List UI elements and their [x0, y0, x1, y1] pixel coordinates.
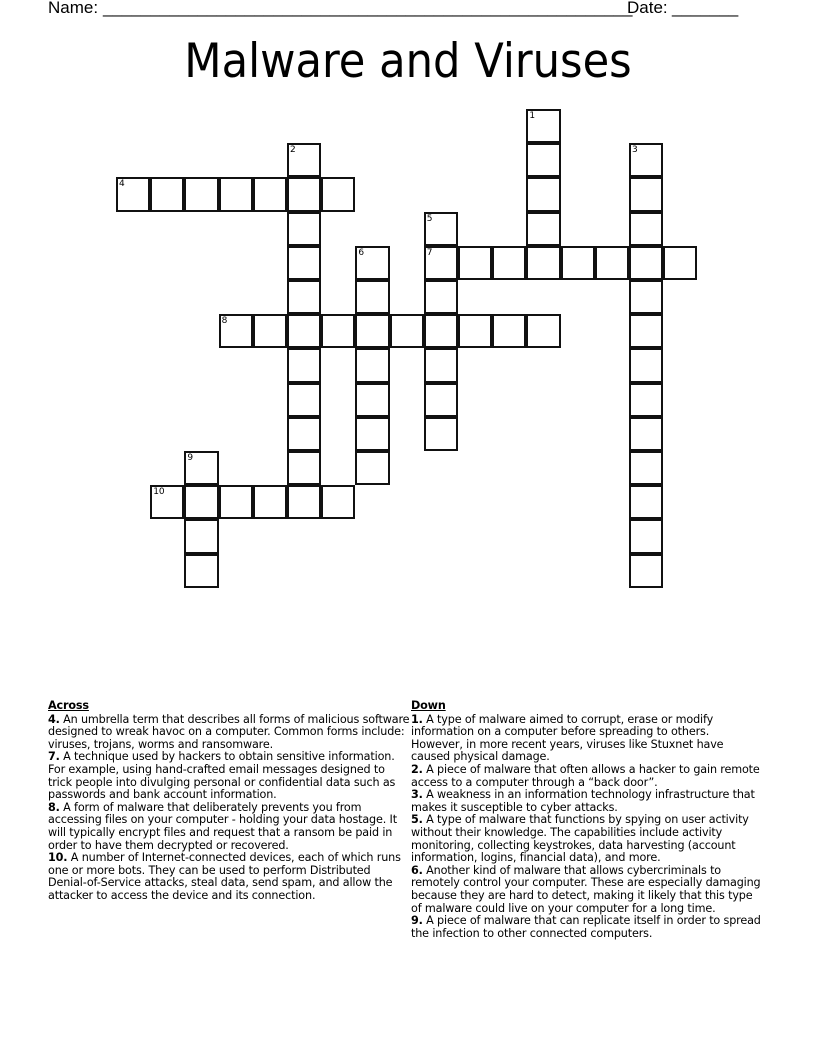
grid-cell[interactable] — [184, 485, 218, 519]
clue-number: 5. — [411, 813, 423, 827]
grid-cell[interactable] — [629, 451, 663, 485]
grid-cell[interactable] — [424, 348, 458, 382]
grid-cell[interactable] — [526, 314, 560, 348]
grid-cell[interactable] — [355, 383, 389, 417]
grid-cell[interactable] — [355, 280, 389, 314]
grid-cell[interactable] — [424, 280, 458, 314]
grid-cell[interactable] — [287, 451, 321, 485]
clue-down-5 — [411, 814, 761, 864]
clue-text: A form of malware that deliberately prevents you from accessing files on your computer - holding your data hostage. It will typically encrypt files and request that a ransom be paid in order to have them decrypted or recovered. — [48, 800, 397, 852]
clue-number: 2. — [411, 762, 423, 776]
grid-cell[interactable] — [287, 143, 321, 177]
grid-cell[interactable] — [321, 314, 355, 348]
grid-cell[interactable] — [458, 246, 492, 280]
grid-cell[interactable] — [355, 417, 389, 451]
clue-text: A number of Internet-connected devices, each of which runs one or more bots. They can be used to perform Distributed Denial-of-Service attacks, steal data, send spam, and allow the attacker to access the device and its connection. — [48, 851, 401, 902]
clue-number: 10. — [48, 851, 68, 865]
cell-number: 9 — [187, 453, 194, 463]
clue-down-3 — [411, 789, 761, 814]
cell-number: 3 — [632, 145, 638, 156]
grid-cell[interactable] — [526, 246, 560, 280]
clue-down-1 — [411, 714, 761, 764]
grid-cell[interactable] — [424, 417, 458, 451]
across-clues — [48, 700, 410, 903]
grid-cell[interactable] — [492, 314, 526, 348]
clue-text: A technique used by hackers to obtain sensitive information. For example, using hand-crafted email messages designed to trick people into divulging personal or confidential data such as passwords and bank account information. — [48, 750, 396, 802]
grid-cell[interactable] — [629, 348, 663, 382]
grid-cell[interactable] — [629, 246, 663, 280]
grid-cell[interactable] — [150, 485, 184, 519]
grid-cell[interactable] — [561, 246, 595, 280]
date-label: Date: — [627, 0, 668, 17]
grid-cell[interactable] — [287, 348, 321, 382]
name-field[interactable]: ________________________________________________________ — [103, 0, 633, 17]
grid-cell[interactable] — [424, 383, 458, 417]
grid-cell[interactable] — [526, 109, 560, 143]
grid-cell[interactable] — [321, 485, 355, 519]
grid-cell[interactable] — [287, 383, 321, 417]
grid-cell[interactable] — [287, 314, 321, 348]
cell-number: 10 — [153, 487, 165, 498]
clue-across-4 — [48, 714, 410, 752]
grid-cell[interactable] — [629, 314, 663, 348]
clue-text: A piece of malware that can replicate itself in order to spread the infection to other connected computers. — [411, 914, 761, 940]
grid-cell[interactable] — [424, 314, 458, 348]
clue-text: A weakness in an information technology infrastructure that makes it susceptible to cyber attacks. — [411, 788, 755, 814]
cell-number: 4 — [119, 179, 125, 190]
grid-cell[interactable] — [355, 314, 389, 348]
clue-number: 7. — [48, 750, 60, 764]
cell-number: 8 — [221, 316, 228, 327]
clue-text: A type of malware that functions by spying on user activity without their knowledge. The capabilities include activity monitoring, collecting keystrokes, data harvesting (account information, logins, financial data), and more. — [411, 813, 749, 865]
clue-number: 6. — [411, 863, 423, 877]
grid-cell[interactable] — [663, 246, 697, 280]
grid-cell[interactable] — [629, 383, 663, 417]
clue-text: An umbrella term that describes all forms of malicious software designed to wreak havoc on a computer. Common forms include: viruses, trojans, worms and ransomware. — [48, 712, 410, 751]
grid-cell[interactable] — [390, 314, 424, 348]
grid-cell[interactable] — [629, 177, 663, 211]
cell-number: 5 — [426, 213, 433, 224]
clue-across-10 — [48, 852, 410, 902]
name-label: Name: — [48, 0, 99, 17]
cell-number: 7 — [426, 247, 433, 258]
grid-cell[interactable] — [253, 314, 287, 348]
clue-text: A type of malware aimed to corrupt, erase or modify information on a computer before spreading to others. However, in more recent years, viruses like Stuxnet have caused physical damage. — [411, 712, 724, 764]
grid-cell[interactable] — [629, 485, 663, 519]
cell-number: 2 — [290, 145, 296, 156]
grid-cell[interactable] — [629, 519, 663, 553]
page-title: Malware and Viruses — [184, 34, 632, 89]
grid-cell[interactable] — [184, 177, 218, 211]
grid-cell[interactable] — [287, 246, 321, 280]
grid-cell[interactable] — [219, 485, 253, 519]
grid-cell[interactable] — [526, 177, 560, 211]
grid-cell[interactable] — [287, 417, 321, 451]
grid-cell[interactable] — [355, 451, 389, 485]
grid-cell[interactable] — [287, 485, 321, 519]
clue-down-2 — [411, 764, 761, 789]
grid-cell[interactable] — [184, 554, 218, 588]
grid-cell[interactable] — [287, 177, 321, 211]
clue-number: 9. — [411, 914, 423, 928]
grid-cell[interactable] — [526, 212, 560, 246]
clue-number: 1. — [411, 712, 423, 726]
across-heading: Across — [48, 699, 89, 712]
grid-cell[interactable] — [629, 417, 663, 451]
grid-cell[interactable] — [287, 280, 321, 314]
grid-cell[interactable] — [424, 212, 458, 246]
grid-cell[interactable] — [321, 177, 355, 211]
clue-text: A piece of malware that often allows a hacker to gain remote access to a computer through a “back door”. — [411, 762, 760, 789]
clue-across-8 — [48, 802, 410, 852]
grid-cell[interactable] — [150, 177, 184, 211]
grid-cell[interactable] — [116, 177, 150, 211]
date-field[interactable]: _______ — [672, 0, 739, 17]
down-heading: Down — [411, 699, 446, 712]
clue-number: 3. — [411, 788, 423, 802]
grid-cell[interactable] — [629, 280, 663, 314]
grid-cell[interactable] — [184, 519, 218, 553]
grid-cell[interactable] — [355, 348, 389, 382]
grid-cell[interactable] — [287, 212, 321, 246]
grid-cell[interactable] — [458, 314, 492, 348]
down-clues — [411, 700, 761, 940]
clue-text: Another kind of malware that allows cybercriminals to remotely control your computer. These are especially damaging because they are hard to detect, making it likely that this type of malware could live on your computer for a long time. — [411, 863, 761, 915]
grid-cell[interactable] — [424, 246, 458, 280]
grid-cell[interactable] — [526, 143, 560, 177]
grid-cell[interactable] — [629, 554, 663, 588]
clue-down-6 — [411, 865, 761, 915]
grid-cell[interactable] — [595, 246, 629, 280]
cell-number: 6 — [358, 247, 365, 258]
cell-number: 1 — [529, 111, 536, 121]
clue-number: 4. — [48, 712, 60, 726]
grid-cell[interactable] — [253, 177, 287, 211]
grid-cell[interactable] — [492, 246, 526, 280]
grid-cell[interactable] — [219, 177, 253, 211]
grid-cell[interactable] — [629, 212, 663, 246]
grid-cell[interactable] — [253, 485, 287, 519]
clue-across-7 — [48, 751, 410, 801]
clue-down-9 — [411, 915, 761, 940]
grid-cell[interactable] — [219, 314, 253, 348]
clue-number: 8. — [48, 800, 60, 814]
grid-cell[interactable] — [355, 246, 389, 280]
grid-cell[interactable] — [629, 143, 663, 177]
grid-cell[interactable] — [184, 451, 218, 485]
